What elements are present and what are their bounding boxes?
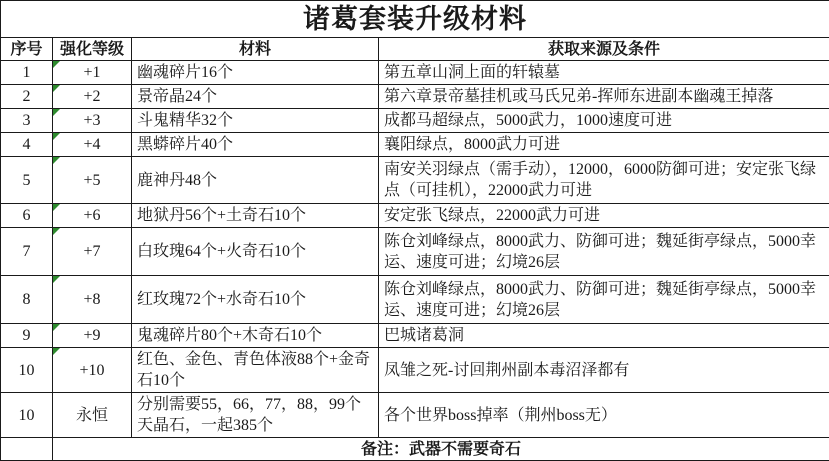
enhance-level-label: +10 [79,362,104,379]
source-cell: 安定张飞绿点，22000武力可进 [379,204,829,228]
material-cell: 景帝晶24个 [132,85,379,109]
source-cell: 第六章景帝墓挂机或马氏兄弟-挥师东进副本幽魂王掉落 [379,85,829,109]
table-row [1,204,829,228]
excel-flag-triangle-icon [53,133,60,140]
row-number-cell: 5 [1,157,53,204]
material-cell: 红色、金色、青色体液88个+金奇石10个 [132,348,379,393]
excel-flag-triangle-icon [53,324,60,331]
excel-flag-triangle-icon [53,276,60,283]
source-cell: 巴城诸葛洞 [379,324,829,348]
enhance-level-label: 永恒 [76,407,108,424]
material-cell: 白玫瑰64个+火奇石10个 [132,228,379,276]
table-row [1,324,829,348]
enhance-level-cell [53,324,132,348]
table-row [1,348,829,393]
enhance-level-label: +4 [83,136,100,153]
row-number-cell: 3 [1,109,53,133]
enhance-level-label: +5 [83,172,100,189]
material-cell: 鹿神丹48个 [132,157,379,204]
table-row [1,133,829,157]
row-number-cell: 9 [1,324,53,348]
title-row [1,1,829,38]
enhance-level-label: +3 [83,112,100,129]
source-cell: 凤雏之死-讨回荆州副本毒沼泽都有 [379,348,829,393]
row-number-cell: 8 [1,276,53,324]
enhance-level-label: +9 [83,327,100,344]
note-row [1,438,829,461]
material-cell: 幽魂碎片16个 [132,61,379,85]
source-cell: 陈仓刘峰绿点，8000武力、防御可进；魏延街亭绿点，5000幸运、速度可进；幻境26层 [379,276,829,324]
source-cell: 南安关羽绿点（需手动），12000，6000防御可进；安定张飞绿点（可挂机），22000武力可进 [379,157,829,204]
material-cell: 红玫瑰72个+水奇石10个 [132,276,379,324]
row-number-cell: 6 [1,204,53,228]
row-number-cell: 10 [1,348,53,393]
table-row [1,109,829,133]
enhance-level-cell [53,228,132,276]
material-cell: 斗鬼精华32个 [132,109,379,133]
table-row [1,228,829,276]
material-cell: 黑蟒碎片40个 [132,133,379,157]
enhance-level-cell [53,348,132,393]
table-row [1,61,829,85]
header-row [1,38,829,61]
source-cell: 襄阳绿点，8000武力可进 [379,133,829,157]
enhance-level-cell [53,133,132,157]
material-cell: 鬼魂碎片80个+木奇石10个 [132,324,379,348]
source-cell: 第五章山洞上面的轩辕墓 [379,61,829,85]
table-row [1,276,829,324]
enhance-level-cell [53,157,132,204]
excel-flag-triangle-icon [53,109,60,116]
enhance-level-cell [53,204,132,228]
table-row [1,393,829,438]
source-cell: 成都马超绿点，5000武力，1000速度可进 [379,109,829,133]
empty-corner-cell [1,438,53,461]
material-cell: 分别需要55，66，77，88，99个天晶石，一起385个 [132,393,379,438]
row-number-cell: 2 [1,85,53,109]
excel-flag-triangle-icon [53,61,60,68]
row-number-cell: 7 [1,228,53,276]
material-cell: 地狱丹56个+土奇石10个 [132,204,379,228]
excel-flag-triangle-icon [53,204,60,211]
row-number-cell: 4 [1,133,53,157]
enhance-level-label: +8 [83,291,100,308]
enhance-level-label: +2 [83,88,100,105]
enhance-level-label: +1 [83,64,100,81]
enhance-level-cell [53,276,132,324]
enhance-level-label: +7 [83,243,100,260]
col-header-level: 强化等级 [53,38,132,61]
excel-flag-triangle-icon [53,157,60,164]
excel-flag-triangle-icon [53,228,60,235]
page-title: 诸葛套装升级材料 [1,1,829,38]
source-cell: 陈仓刘峰绿点，8000武力、防御可进；魏延街亭绿点，5000幸运、速度可进；幻境26层 [379,228,829,276]
footer-note: 备注：武器不需要奇石 [53,438,829,461]
col-header-source: 获取来源及条件 [379,38,829,61]
table-row [1,157,829,204]
enhance-level-cell [53,61,132,85]
enhance-level-label: +6 [83,207,100,224]
enhance-level-cell [53,109,132,133]
col-header-no: 序号 [1,38,53,61]
source-cell: 各个世界boss掉率（荆州boss无） [379,393,829,438]
excel-flag-triangle-icon [53,348,60,355]
enhance-level-cell [53,85,132,109]
row-number-cell: 1 [1,61,53,85]
col-header-material: 材料 [132,38,379,61]
table-row [1,85,829,109]
enhance-level-cell [53,393,132,438]
excel-flag-triangle-icon [53,85,60,92]
row-number-cell: 10 [1,393,53,438]
